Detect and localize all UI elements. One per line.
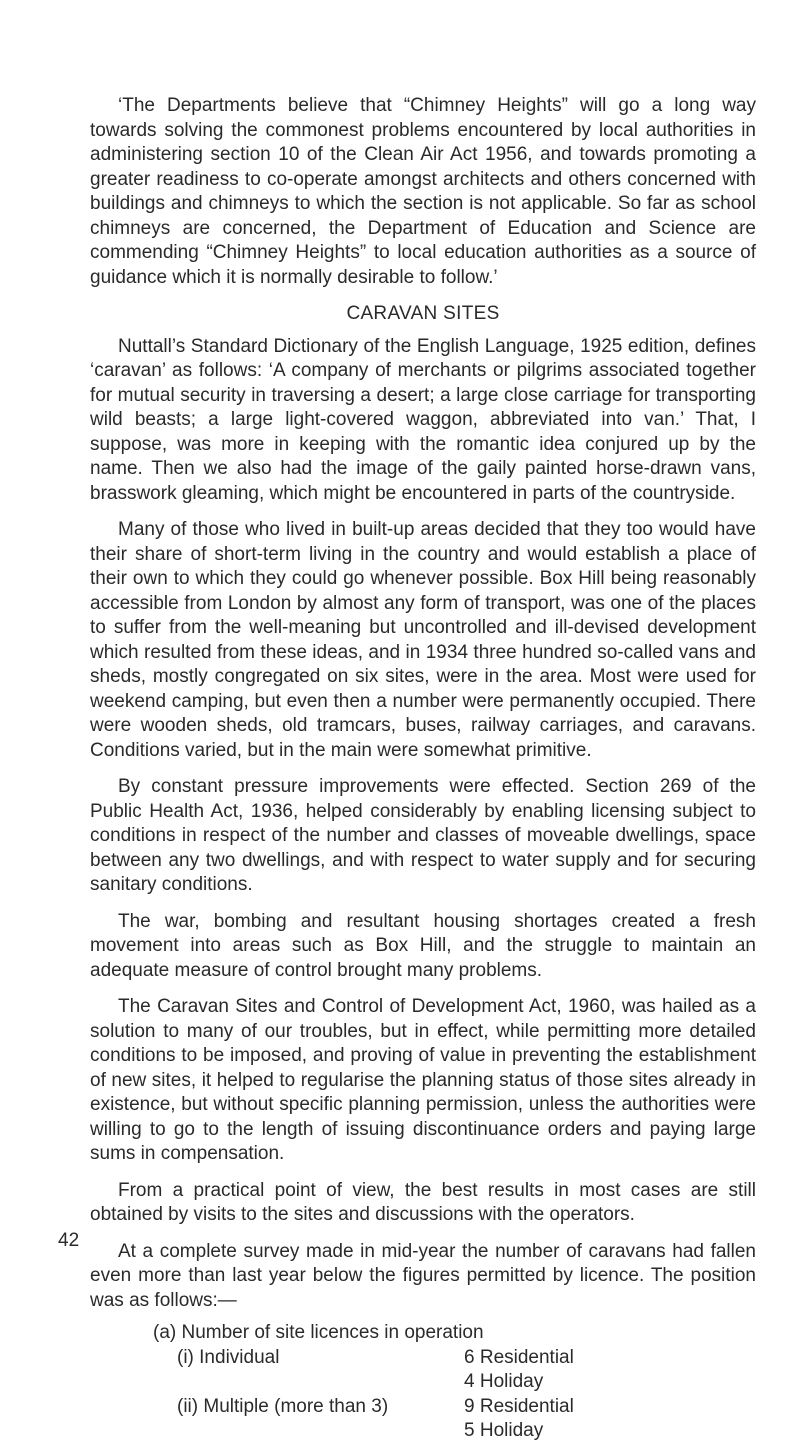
paragraph-war: The war, bombing and resultant housing shortages created a fresh movement into areas such as Box Hill, and the struggle to maintain an adequate measure of control brought many problems. bbox=[90, 910, 756, 981]
list-item-values bbox=[464, 1395, 756, 1444]
paragraph-survey: At a complete survey made in mid-year the number of caravans had fallen even more than last year below the figures permitted by licence. The position was as follows:— bbox=[90, 1240, 756, 1311]
paragraph-definition: Nuttall’s Standard Dictionary of the English Language, 1925 edition, defines ‘caravan’ as follows: ‘A company of merchants or pilgrims associated together for mutual security in traversing a desert; a large close carriage for transporting wild beasts; a large light-covered waggon, abbreviated into van.’ That, I suppose, was more in keeping with the romantic idea conjured up by the name. Then we also had the image of the gaily painted horse-drawn vans, brasswork gleaming, which might be encountered in parts of the countryside. bbox=[90, 335, 756, 504]
paragraph-quote: ‘The Departments believe that “Chimney Heights” will go a long way towards solving the commonest problems encountered by local authorities in administering section 10 of the Clean Air Act 1956, and towards promoting a greater readiness to co-operate amongst architects and others concerned with buildings and chimneys to which the section is not applicable. So far as school chimneys are concerned, the Department of Education and Science are commending “Chimney Heights” to local education authorities as a source of guidance which it is normally desirable to follow.’ bbox=[90, 95, 756, 288]
list-item-residential: 9 Residential bbox=[464, 1395, 574, 1417]
list-item-residential: 6 Residential bbox=[464, 1346, 574, 1368]
paragraph-practical: From a practical point of view, the best results in most cases are still obtained by visits to the sites and discussions with the operators. bbox=[90, 1179, 756, 1225]
paragraph-history: Many of those who lived in built-up areas decided that they too would have their share of short-term living in the country and would establish a place of their own to which they could go whenever possible. Box Hill being reasonably accessible from London by almost any form of transport, was one of the places to suffer from the well-meaning but uncontrolled and ill-devised development which resulted from these ideas, and in 1934 three hundred so-called vans and sheds, mostly congregated on six sites, were in the area. Most were used for weekend camping, but even then a number were permanently occupied. There were wooden sheds, old tramcars, buses, railway carriages, and caravans. Conditions varied, but in the main were somewhat primitive. bbox=[90, 519, 756, 761]
list-item-multiple bbox=[90, 1395, 756, 1444]
list-item-holiday: 5 Holiday bbox=[464, 1420, 544, 1441]
page-body bbox=[90, 94, 756, 1444]
list-item-label: (i) Individual bbox=[177, 1346, 280, 1368]
licence-list bbox=[90, 1321, 756, 1444]
list-item-label: (ii) Multiple (more than 3) bbox=[177, 1395, 389, 1417]
list-item-a: (a) Number of site licences in operation bbox=[153, 1322, 484, 1343]
section-heading: CARAVAN SITES bbox=[346, 303, 500, 324]
paragraph-act-1960: The Caravan Sites and Control of Development Act, 1960, was hailed as a solution to many of our troubles, but in effect, while permitting more detailed conditions to be imposed, and proving of value in preventing the establishment of new sites, it helped to regularise the planning status of those sites already in existence, but without specific planning permission, unless the authorities were willing to go to the length of issuing discontinuance orders and paying large sums in compensation. bbox=[90, 996, 756, 1164]
list-item-values bbox=[464, 1346, 756, 1395]
paragraph-improvements: By constant pressure improvements were effected. Section 269 of the Public Health Act, 1936, helped considerably by enabling licensing subject to conditions in respect of the number and classes of moveable dwellings, space between any two dwellings, and with respect to water supply and for securing sanitary conditions. bbox=[90, 776, 756, 895]
list-item-individual bbox=[90, 1346, 756, 1395]
page-number: 42 bbox=[58, 1230, 80, 1251]
list-item-holiday: 4 Holiday bbox=[464, 1371, 544, 1392]
